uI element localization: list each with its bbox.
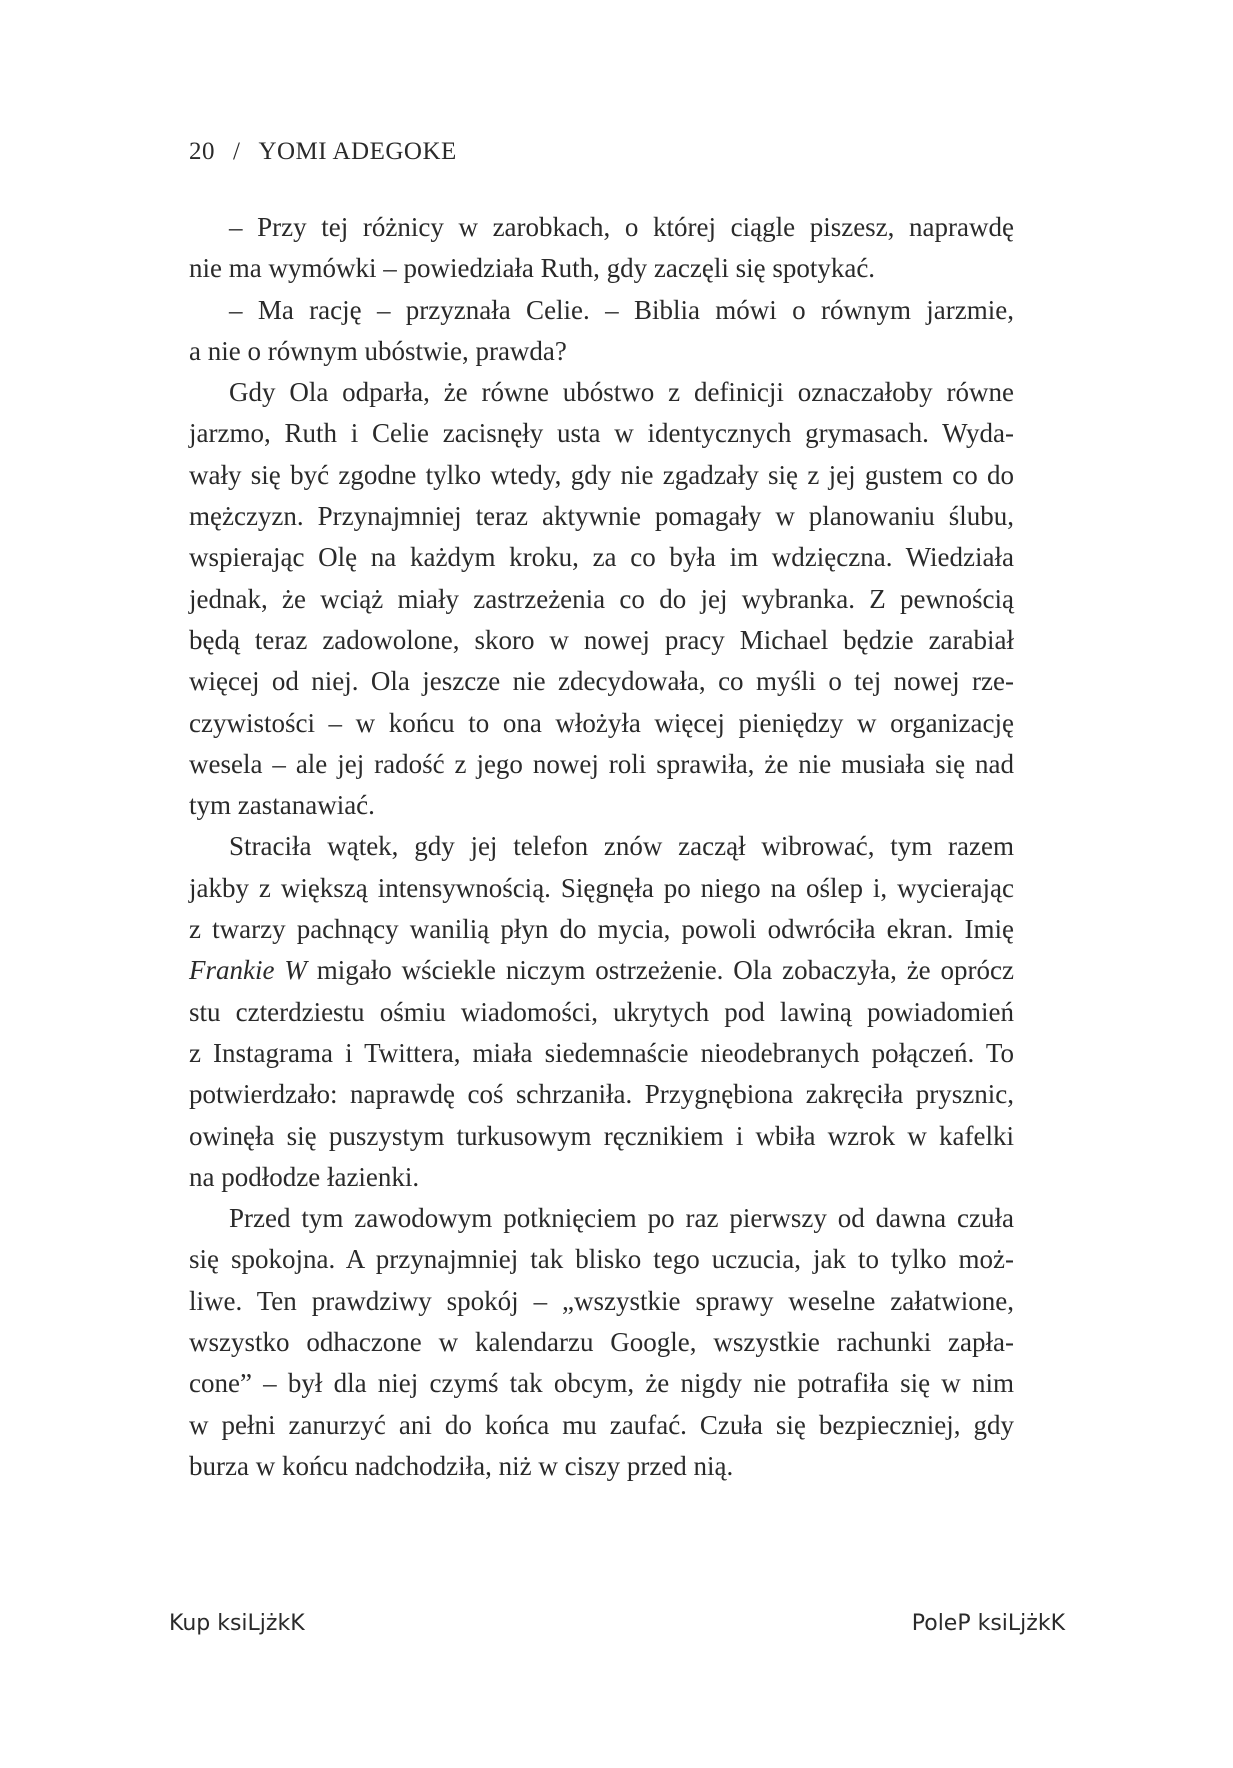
- text-line: więcej od niej. Ola jeszcze nie zdecydowała, co myśli o tej nowej rze-: [189, 666, 1014, 697]
- recommend-book-link[interactable]: PoleP ksiLjżkK: [911, 1611, 1065, 1636]
- text-line: jednak, że wciąż miały zastrzeżenia co do jej wybranka. Z pewnością: [189, 583, 1014, 614]
- author-name: YOMI ADEGOKE: [258, 138, 457, 165]
- italic-name: Frankie W: [189, 955, 307, 986]
- running-head: [189, 138, 457, 166]
- text-line: Straciła wątek, gdy jej telefon znów zaczął wibrować, tym razem: [229, 831, 1014, 862]
- text-line: będą teraz zadowolone, skoro w nowej pracy Michael będzie zarabiał: [189, 624, 1014, 655]
- text-line: się spokojna. A przynajmniej tak blisko tego uczucia, jak to tylko moż-: [189, 1244, 1014, 1275]
- text-line: nie ma wymówki – powiedziała Ruth, gdy zaczęli się spotykać.: [189, 253, 876, 284]
- text-line: jakby z większą intensywnością. Sięgnęła po niego na oślep i, wycierając: [189, 872, 1014, 903]
- text-line: z Instagrama i Twittera, miała siedemnaście nieodebranych połączeń. To: [189, 1037, 1014, 1068]
- header-separator: /: [233, 138, 241, 165]
- text-line: liwe. Ten prawdziwy spokój – „wszystkie sprawy weselne załatwione,: [189, 1285, 1014, 1316]
- page-number: 20: [189, 138, 215, 165]
- text-line-rest: migało wściekle niczym ostrzeżenie. Ola zobaczyła, że oprócz: [306, 955, 1015, 986]
- body-text: [189, 207, 1014, 1487]
- text-line: czywistości – w końcu to ona włożyła więcej pieniędzy w organizację: [189, 707, 1014, 738]
- text-line: tym zastanawiać.: [189, 790, 375, 821]
- buy-book-link[interactable]: Kup ksiLjżkK: [169, 1611, 305, 1636]
- text-line: jarzmo, Ruth i Celie zacisnęły usta w identycznych grymasach. Wyda-: [189, 418, 1014, 449]
- text-line: wszystko odhaczone w kalendarzu Google, wszystkie rachunki zapła-: [189, 1327, 1014, 1358]
- text-line: Gdy Ola odparła, że równe ubóstwo z definicji oznaczałoby równe: [229, 377, 1014, 408]
- text-line: potwierdzało: naprawdę coś schrzaniła. Przygnębiona zakręciła prysznic,: [189, 1079, 1014, 1110]
- text-line: mężczyzn. Przynajmniej teraz aktywnie pomagały w planowaniu ślubu,: [189, 501, 1014, 532]
- text-line: owinęła się puszystym turkusowym ręcznikiem i wbiła wzrok w kafelki: [189, 1120, 1014, 1151]
- text-line: wały się być zgodne tylko wtedy, gdy nie zgadzały się z jej gustem co do: [189, 459, 1014, 490]
- text-line: Przed tym zawodowym potknięciem po raz pierwszy od dawna czuła: [229, 1203, 1014, 1234]
- text-line: – Ma rację – przyznała Celie. – Biblia mówi o równym jarzmie,: [229, 294, 1014, 325]
- text-line: wesela – ale jej radość z jego nowej roli sprawiła, że nie musiała się nad: [189, 748, 1014, 779]
- text-line: burza w końcu nadchodziła, niż w ciszy przed nią.: [189, 1450, 734, 1481]
- text-line: wspierając Olę na każdym kroku, za co była im wdzięczna. Wiedziała: [189, 542, 1014, 573]
- text-line: z twarzy pachnący wanilią płyn do mycia, powoli odwróciła ekran. Imię: [189, 914, 1014, 945]
- text-line: w pełni zanurzyć ani do końca mu zaufać. Czuła się bezpieczniej, gdy: [189, 1409, 1014, 1440]
- text-line: na podłodze łazienki.: [189, 1161, 420, 1192]
- text-line: – Przy tej różnicy w zarobkach, o której ciągle piszesz, naprawdę: [229, 212, 1014, 242]
- text-line: cone” – był dla niej czymś tak obcym, że nigdy nie potrafiła się w nim: [189, 1368, 1014, 1399]
- text-line: stu czterdziestu ośmiu wiadomości, ukrytych pod lawiną powiadomień: [189, 996, 1014, 1027]
- text-line: a nie o równym ubóstwie, prawda?: [189, 335, 567, 366]
- text-line: [189, 950, 1014, 991]
